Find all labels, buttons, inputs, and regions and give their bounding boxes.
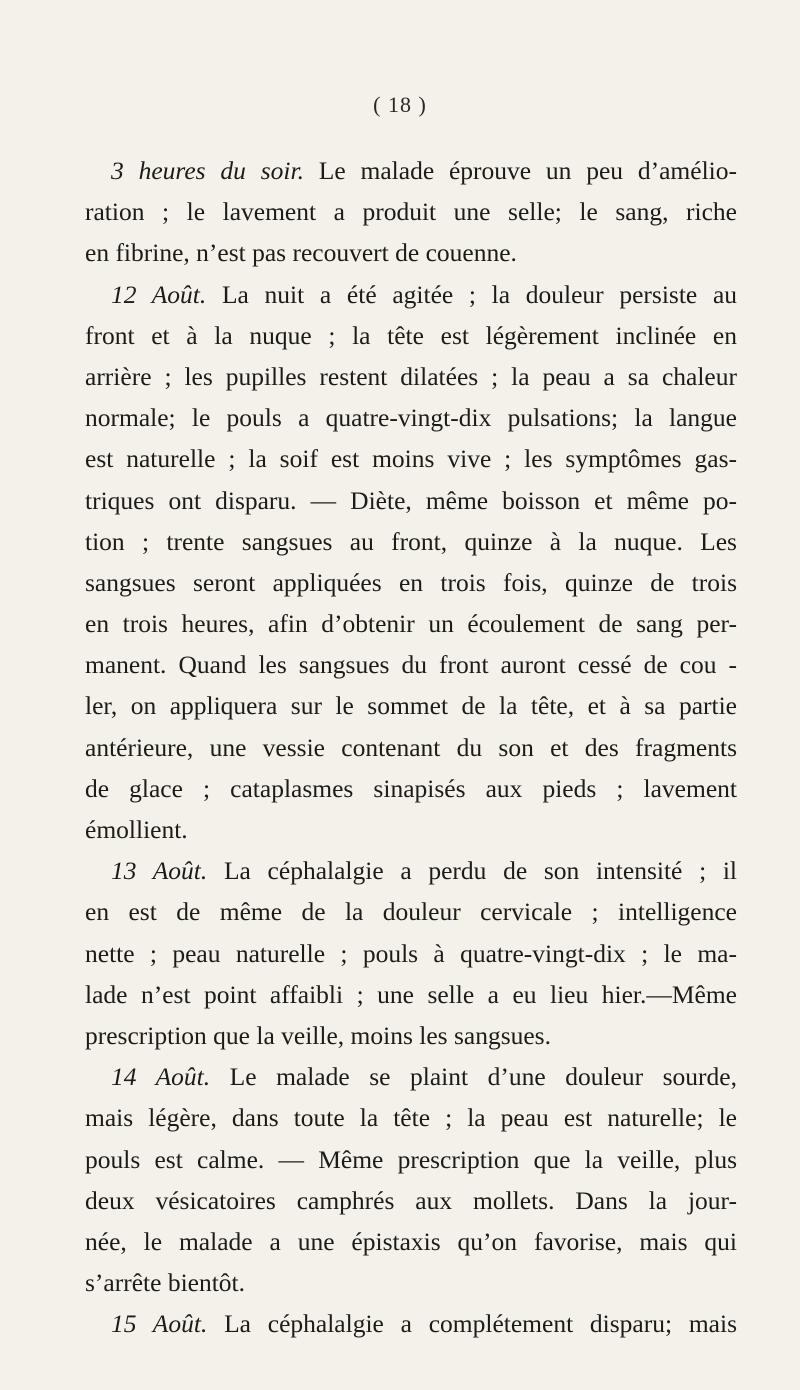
paragraph-line: pouls est calme. — Même prescription que la veille, plus <box>85 1144 737 1174</box>
paragraph-line: lade n’est point affaibli ; une selle a eu lieu hier.—Même <box>85 979 737 1009</box>
paragraph-line: en fibrine, n’est pas recouvert de couenne. <box>85 238 517 268</box>
entry-date: 12 Août. <box>111 279 207 309</box>
paragraph-line: triques ont disparu. — Diète, même boisson et même po- <box>85 485 737 515</box>
paragraph-line: front et à la nuque ; la tête est légèrement inclinée en <box>85 320 737 350</box>
paragraph-line: ler, on appliquera sur le sommet de la tête, et à sa partie <box>85 691 737 721</box>
entry-date: 13 Août. <box>111 856 208 886</box>
paragraph-line: née, le malade a une épistaxis qu’on favorise, mais qui <box>85 1226 737 1256</box>
page-number: ( 18 ) <box>373 92 427 117</box>
paragraph-line: 13 Août. La céphalalgie a perdu de son intensité ; il <box>111 856 738 886</box>
paragraph-line: 12 Août. La nuit a été agitée ; la douleur persiste au <box>111 279 738 309</box>
entry-date: 14 Août. <box>111 1062 211 1092</box>
paragraph-line: prescription que la veille, moins les sangsues. <box>85 1020 551 1050</box>
paragraph-line: manent. Quand les sangsues du front auront cessé de cou - <box>85 650 737 680</box>
paragraph-line: est naturelle ; la soif est moins vive ; les symptômes gas- <box>85 444 737 474</box>
paragraph-line: en trois heures, afin d’obtenir un écoulement de sang per- <box>85 609 737 639</box>
paragraph-line: 15 Août. La céphalalgie a complétement disparu; mais <box>111 1309 737 1339</box>
paragraph-line: normale; le pouls a quatre-vingt-dix pulsations; la langue <box>85 403 737 433</box>
paragraph-line: de glace ; cataplasmes sinapisés aux pieds ; lavement <box>85 773 737 803</box>
paragraph-line: 3 heures du soir. Le malade éprouve un peu d’amélio- <box>111 156 737 185</box>
paragraph-line: mais légère, dans toute la tête ; la peau est naturelle; le <box>85 1103 737 1133</box>
paragraph-line: ration ; le lavement a produit une selle; le sang, riche <box>85 197 737 227</box>
paragraph-line: antérieure, une vessie contenant du son et des fragments <box>85 732 737 762</box>
body-text <box>85 150 737 1344</box>
paragraph-line: deux vésicatoires camphrés aux mollets. Dans la jour- <box>85 1185 737 1215</box>
paragraph-line: sangsues seront appliquées en trois fois, quinze de trois <box>85 567 737 597</box>
entry-date: 15 Août. <box>111 1309 208 1339</box>
paragraph-line: nette ; peau naturelle ; pouls à quatre-vingt-dix ; le ma- <box>85 938 737 968</box>
paragraph-line: tion ; trente sangsues au front, quinze à la nuque. Les <box>85 526 737 556</box>
paragraph-line: arrière ; les pupilles restent dilatées ; la peau a sa chaleur <box>85 361 737 391</box>
entry-date: 3 heures du soir. <box>111 156 304 185</box>
paragraph-line: 14 Août. Le malade se plaint d’une douleur sourde, <box>111 1062 737 1092</box>
paragraph-line: en est de même de la douleur cervicale ; intelligence <box>85 897 737 927</box>
paragraph-line: s’arrête bientôt. <box>85 1268 246 1298</box>
paragraph-line: émollient. <box>85 815 188 844</box>
